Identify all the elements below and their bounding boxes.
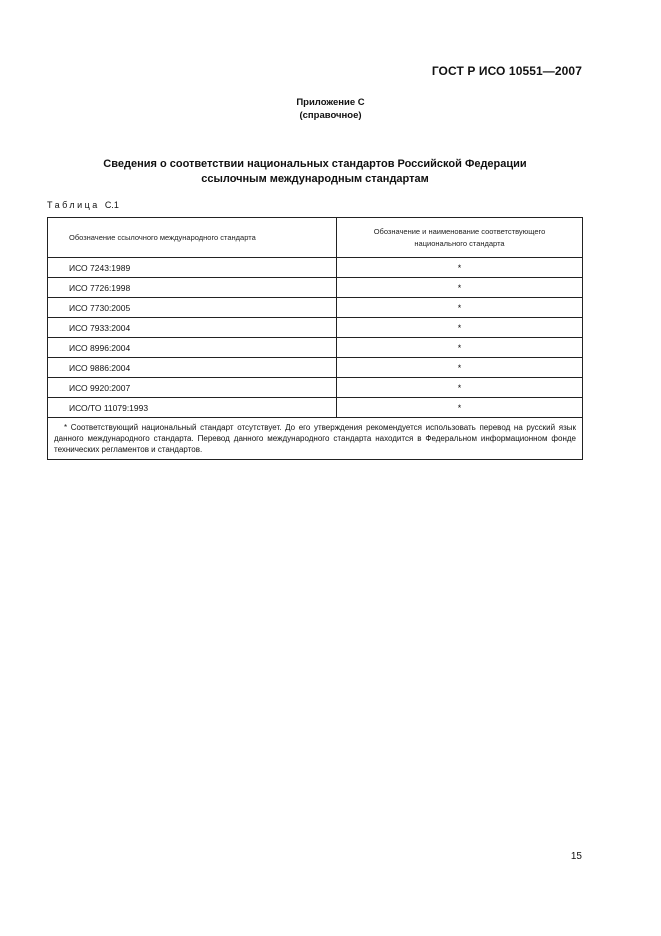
- row-international-standard: ИСО 9886:2004: [48, 358, 337, 378]
- row-international-standard: ИСО 7730:2005: [48, 298, 337, 318]
- row-international-standard: ИСО/ТО 11079:1993: [48, 398, 337, 418]
- row-international-standard: ИСО 9920:2007: [48, 378, 337, 398]
- annex-title: Приложение С: [296, 97, 365, 108]
- document-code: ГОСТ Р ИСО 10551—2007: [431, 64, 582, 78]
- table-row: [48, 358, 583, 378]
- row-national-standard: *: [337, 258, 583, 278]
- row-national-standard: *: [337, 358, 583, 378]
- header-national-standard: [337, 218, 583, 258]
- page-number: 15: [570, 851, 582, 862]
- table-footnote: * Соответствующий национальный стандарт отсутствует. До его утверждения рекомендуется использовать перевод на русский язык данного международного стандарта. Перевод данного международного стандарта находится в Федеральном информационном фонде технических регламентов и стандартов.: [48, 418, 583, 460]
- row-national-standard: *: [337, 298, 583, 318]
- table-row: [48, 338, 583, 358]
- table-caption-label: Таблица: [47, 200, 100, 210]
- annex-subtitle: (справочное): [299, 110, 362, 121]
- row-national-standard: *: [337, 398, 583, 418]
- row-national-standard: *: [337, 378, 583, 398]
- header-national-standard-line-2: национального стандарта: [414, 238, 505, 248]
- table-row: [48, 318, 583, 338]
- table-header-row: [48, 218, 583, 258]
- table-row: [48, 258, 583, 278]
- section-title-line-1: Сведения о соответствии национальных стандартов Российской Федерации: [103, 158, 527, 170]
- annex-heading: [0, 96, 661, 122]
- section-title-line-2: ссылочным международным стандартам: [201, 173, 429, 185]
- row-national-standard: *: [337, 338, 583, 358]
- header-national-standard-line-1: Обозначение и наименование соответствующего: [373, 226, 546, 236]
- row-international-standard: ИСО 8996:2004: [48, 338, 337, 358]
- table-row: [48, 378, 583, 398]
- row-international-standard: ИСО 7243:1989: [48, 258, 337, 278]
- table-row: [48, 398, 583, 418]
- row-national-standard: *: [337, 278, 583, 298]
- row-international-standard: ИСО 7933:2004: [48, 318, 337, 338]
- row-international-standard: ИСО 7726:1998: [48, 278, 337, 298]
- table-row: [48, 298, 583, 318]
- table-caption-number: С.1: [104, 200, 119, 210]
- table-footnote-row: [48, 418, 583, 460]
- table-caption: [47, 200, 119, 210]
- table-row: [48, 278, 583, 298]
- standards-correspondence-table: [47, 217, 583, 460]
- section-title: [0, 157, 630, 187]
- header-international-standard: Обозначение ссылочного международного стандарта: [48, 218, 337, 258]
- row-national-standard: *: [337, 318, 583, 338]
